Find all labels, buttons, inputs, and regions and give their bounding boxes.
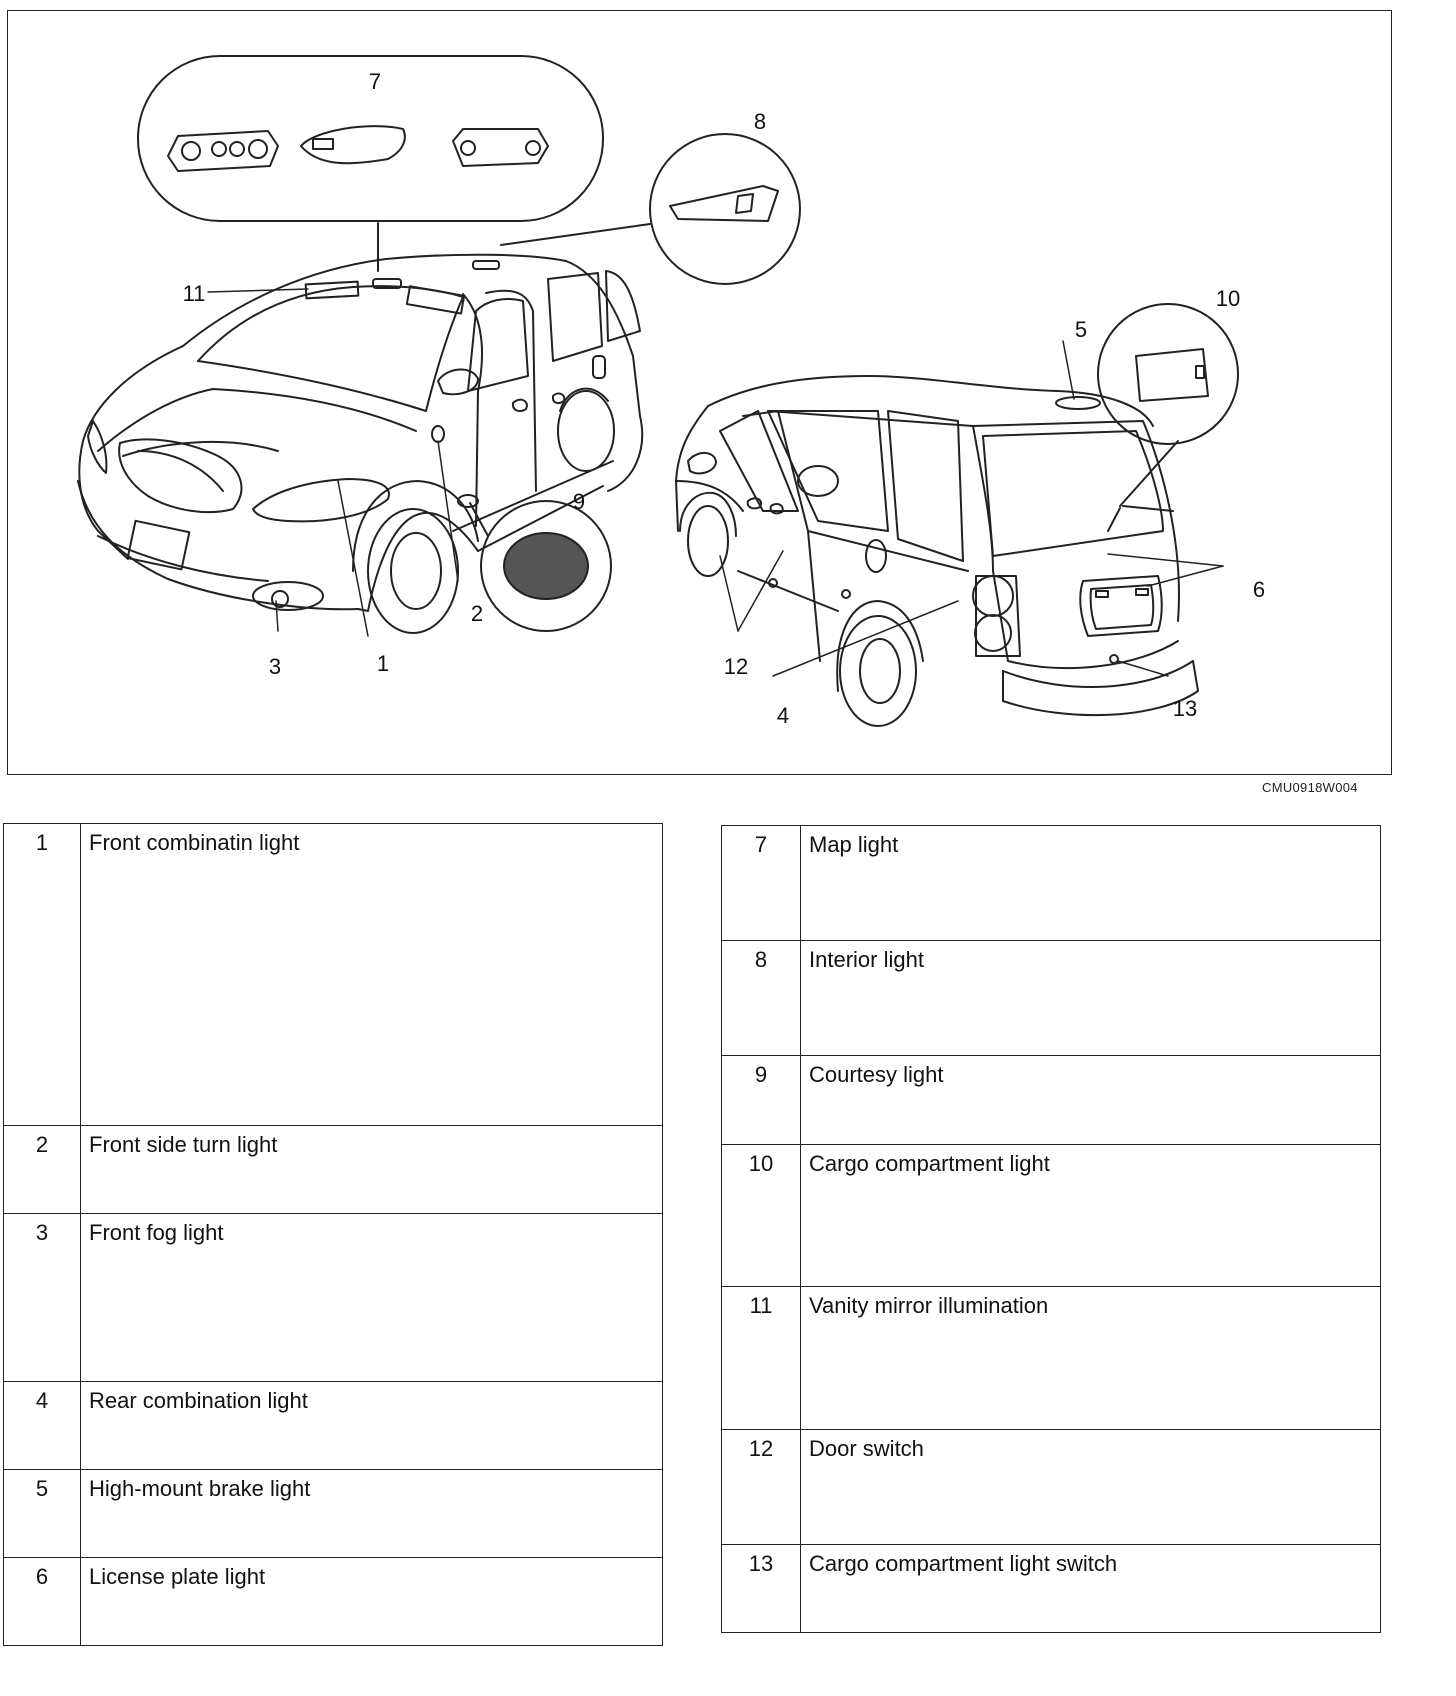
legend-item-name: Front side turn light — [81, 1126, 663, 1214]
legend-number: 5 — [4, 1470, 81, 1558]
legend-item-name: Rear combination light — [81, 1382, 663, 1470]
legend-number: 1 — [4, 824, 81, 1126]
cargo-light-detail — [1098, 304, 1238, 506]
legend-row — [722, 1145, 1381, 1287]
legend-item-name: Front combinatin light — [81, 824, 663, 1126]
legend-row — [4, 1214, 663, 1382]
callout-3: 3 — [268, 654, 282, 679]
callout-4: 4 — [776, 703, 790, 728]
legend-item-name: High-mount brake light — [81, 1470, 663, 1558]
legend-item-name: Front fog light — [81, 1214, 663, 1382]
callout-11: 11 — [182, 281, 206, 306]
legend-row — [722, 1056, 1381, 1145]
legend-row — [4, 1382, 663, 1470]
callout-9: 9 — [572, 489, 586, 514]
legend-number: 3 — [4, 1214, 81, 1382]
legend-number: 8 — [722, 941, 801, 1056]
callout-7: 7 — [368, 69, 382, 94]
legend-item-name: Cargo compartment light switch — [801, 1545, 1381, 1633]
legend-table-right — [721, 825, 1381, 1633]
legend-row — [722, 1430, 1381, 1545]
figure-code: CMU0918W004 — [1262, 780, 1358, 795]
legend-number: 7 — [722, 826, 801, 941]
legend-row — [4, 1470, 663, 1558]
legend-number: 9 — [722, 1056, 801, 1145]
legend-table-left — [3, 823, 663, 1646]
legend-row — [4, 1126, 663, 1214]
legend-number: 12 — [722, 1430, 801, 1545]
leader-lines — [208, 289, 1223, 676]
legend-row — [4, 824, 663, 1126]
legend-item-name: Interior light — [801, 941, 1381, 1056]
callout-10: 10 — [1215, 286, 1241, 311]
lighting-location-figure — [7, 10, 1392, 775]
legend-item-name: Cargo compartment light — [801, 1145, 1381, 1287]
legend-item-name: Courtesy light — [801, 1056, 1381, 1145]
callout-12: 12 — [723, 654, 749, 679]
legend-number: 6 — [4, 1558, 81, 1646]
rear-van-drawing — [676, 376, 1198, 726]
callout-13: 13 — [1172, 696, 1198, 721]
legend-number: 10 — [722, 1145, 801, 1287]
legend-number: 2 — [4, 1126, 81, 1214]
legend-row — [722, 1545, 1381, 1633]
callout-5: 5 — [1074, 317, 1088, 342]
legend-number: 4 — [4, 1382, 81, 1470]
callout-1: 1 — [376, 651, 390, 676]
interior-light-detail — [501, 134, 800, 284]
legend-number: 11 — [722, 1287, 801, 1430]
legend-item-name: Door switch — [801, 1430, 1381, 1545]
courtesy-light-detail — [470, 501, 611, 631]
legend-row — [722, 1287, 1381, 1430]
legend-row — [722, 941, 1381, 1056]
legend-item-name: License plate light — [81, 1558, 663, 1646]
legend-item-name: Vanity mirror illumination — [801, 1287, 1381, 1430]
legend-row — [4, 1558, 663, 1646]
legend-row — [722, 826, 1381, 941]
legend-item-name: Map light — [801, 826, 1381, 941]
callout-8: 8 — [753, 109, 767, 134]
callout-2: 2 — [470, 601, 484, 626]
legend-number: 13 — [722, 1545, 801, 1633]
callout-6: 6 — [1252, 577, 1266, 602]
